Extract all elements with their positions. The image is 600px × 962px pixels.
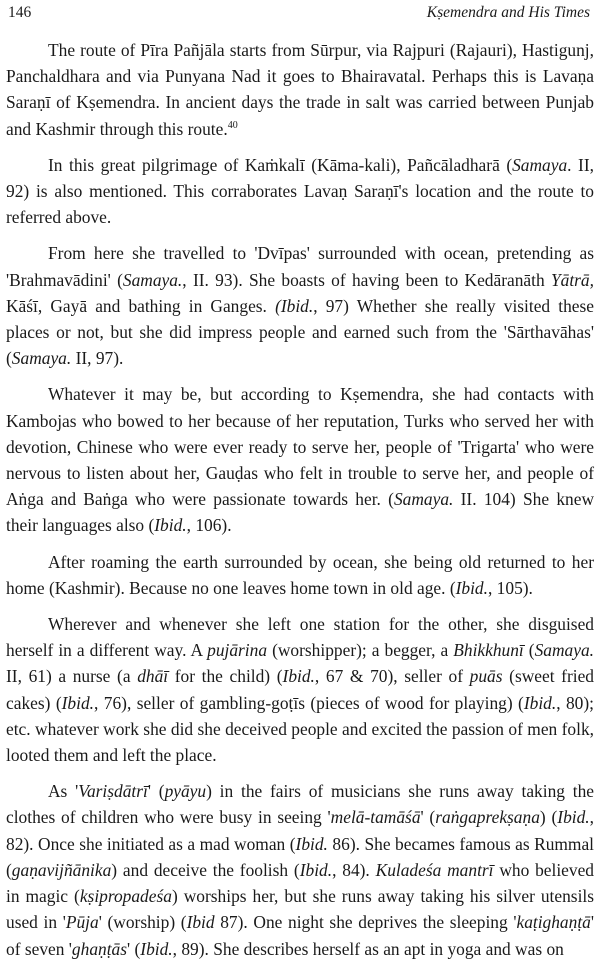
page-number: 146 xyxy=(8,4,32,21)
paragraph: Whatever it may be, but according to Kṣemendra, she had contacts with Kambojas who bowed to her because of her reputation, Turks who served her with devotion, Chinese who were ever ready to serve her, people of 'Trigarta' who were nervous to listen about her, Gauḍas who felt in trouble to serve her, and people of Aṅga and Baṅga who were passionate towards her. (Samaya. II. 104) She knew their languages also (Ibid., 106). xyxy=(6,384,594,536)
paragraph: The route of Pīra Pañjāla starts from Sūrpur, via Rajpuri (Rajauri), Hastigunj, Panchaldhara and via Punyana Nad it goes to Bhairavatal. Perhaps this is Lavaṇa Saraṇī of Kṣemendra. In ancient days the trade in salt was carried between Punjab and Kashmir through this route.$^{40}$ xyxy=(6,40,594,139)
page-header xyxy=(8,4,590,28)
running-title: Kṣemendra and His Times xyxy=(426,4,590,21)
paragraph: Wherever and whenever she left one station for the other, she disguised herself in a different way. A pujārina (worshipper); a begger, a Bhikkhunī (Samaya. II, 61) a nurse (a dhāī for the child) (Ibid., 67 & 70), seller of puās (sweet fried cakes) (Ibid., 76), seller of gambling-goṭīs (pieces of wood for playing) (Ibid., 80); etc. whatever work she did she deceived people and excited the passion of men folk, looted them and left the place. xyxy=(6,614,595,766)
paragraph: From here she travelled to 'Dvīpas' surrounded with ocean, pretending as 'Brahmavādini' (Samaya., II. 93). She boasts of having been to Kedāranāth Yātrā, Kāśī, Gayā and bathing in Ganges. (Ibid., 97) Whether she really visited these places or not, but she did impress people and earned such from the 'Sārthavāhas' (Samaya. II, 97). xyxy=(6,243,595,369)
footnote-marker: 40 xyxy=(227,119,238,131)
paragraph: After roaming the earth surrounded by ocean, she being old returned to her home (Kashmir). Because no one leaves home town in old age. (Ibid., 105). xyxy=(6,551,594,598)
body-text xyxy=(6,37,594,962)
paragraph: As 'Variṣdātrī' (pyāyu) in the fairs of musicians she runs away taking the clothes of children who were busy in seeing 'melā-tamāśā' (raṅgaprekṣaṇa) (Ibid., 82). Once she initiated as a mad woman (Ibid. 86). She becames famous as Rummal (gaṇavijñānika) and deceive the foolish (Ibid., 84). Kuladeśa mantrī who believed in magic (kṣipropadeśa) worships her, but she runs away taking his silver utensils used in 'Pūja' (worship) (Ibid 87). One night she deprives the sleeping 'kaṭighaṇṭā' of seven 'ghaṇṭās' (Ibid., 89). She describes herself as an apt in yoga and was on xyxy=(6,781,595,959)
paragraph: In this great pilgrimage of Kaṁkalī (Kāma-kali), Pañcāladharā (Samaya. II, 92) is also mentioned. This corraborates Lavaṇ Saraṇī's location and the route to referred above. xyxy=(6,154,594,228)
